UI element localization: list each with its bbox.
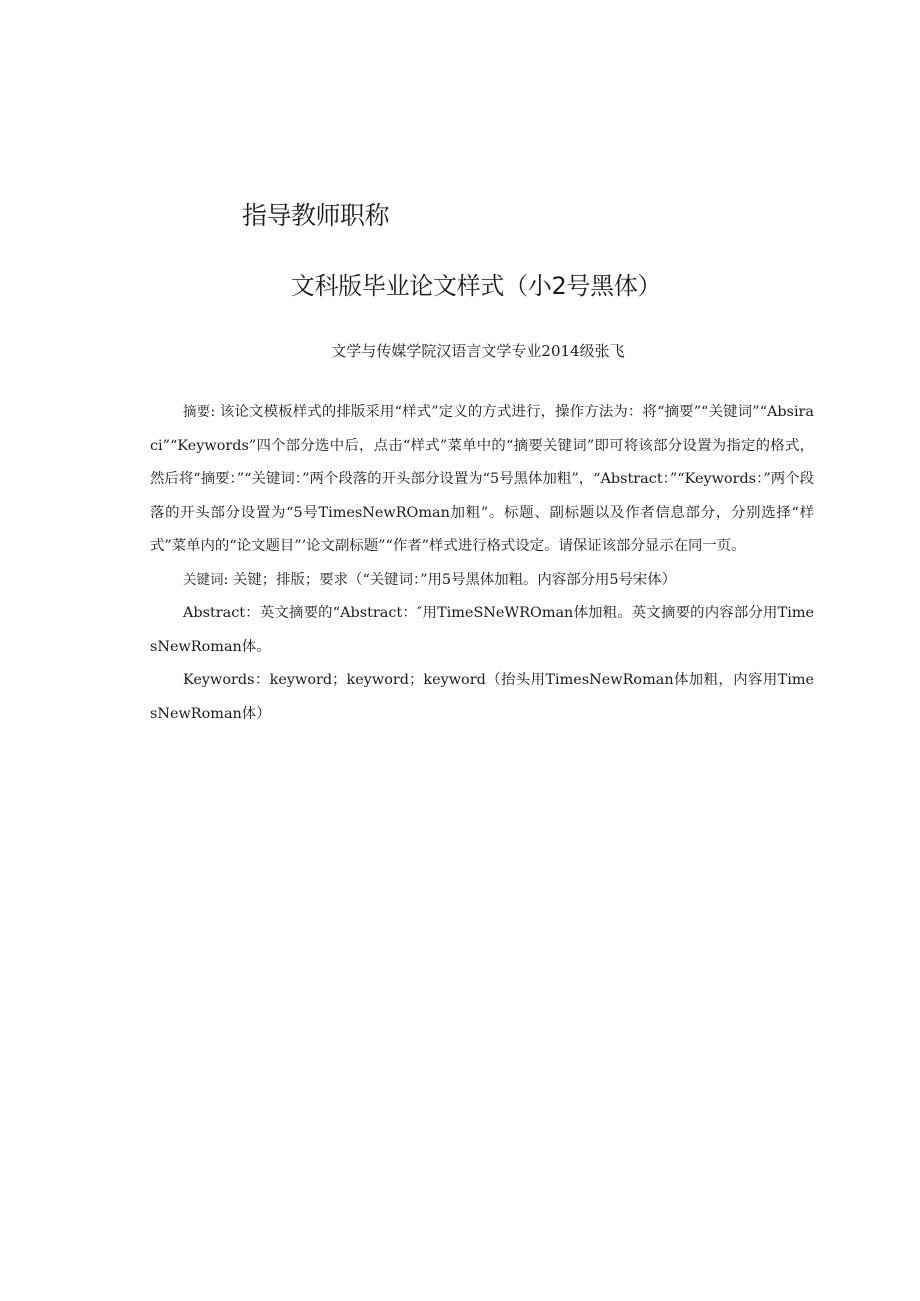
abstract-en-paragraph <box>150 597 814 664</box>
thesis-title: 文科版毕业论文样式（小2号黑体） <box>290 272 662 300</box>
keywords-cn-paragraph <box>150 564 814 598</box>
keywords-en-paragraph <box>150 664 814 731</box>
abstract-en-text: Abstract：英文摘要的“Abstract：″用TimeSNeWROman体加粗。英文摘要的内容部分用TimesNewRoman体。 <box>150 605 814 655</box>
keywords-cn-label: 关键词 <box>183 571 224 588</box>
abstract-text: : 该论文模板样式的排版采用“样式”定义的方式进行，操作方法为：将“摘要”“关键词”“Absiraci”“Keywords”四个部分选中后，点击“样式”菜单中的“摘要关键词”即可将该部分设置为指定的格式，然后将“摘要：”“关键词：”两个段落的开头部分设置为“5号黑体加粗”，“Abstract：”“Keywords：”两个段落的开头部分设置为“5号TimesNewROman加粗”。标题、副标题以及作者信息部分，分别选择“样式”菜单内的“论文题目”’论文副标题”“作者”样式进行格式设定。请保证该部分显示在同一页。 <box>150 404 815 554</box>
keywords-en-text: Keywords：keyword；keyword；keyword（抬头用TimesNewRoman体加粗，内容用TimesNewRoman体） <box>150 672 814 722</box>
advisor-title-heading: 指导教师职称 <box>242 201 390 230</box>
abstract-section <box>150 396 814 731</box>
keywords-cn-text: : 关键；排版；要求（“关键词：”用5号黑体加粗。内容部分用5号宋体） <box>223 571 677 588</box>
author-info-line: 文学与传媒学院汉语言文学专业2014级张飞 <box>331 342 625 360</box>
abstract-label: 摘要 <box>183 404 211 420</box>
abstract-paragraph <box>150 396 814 564</box>
